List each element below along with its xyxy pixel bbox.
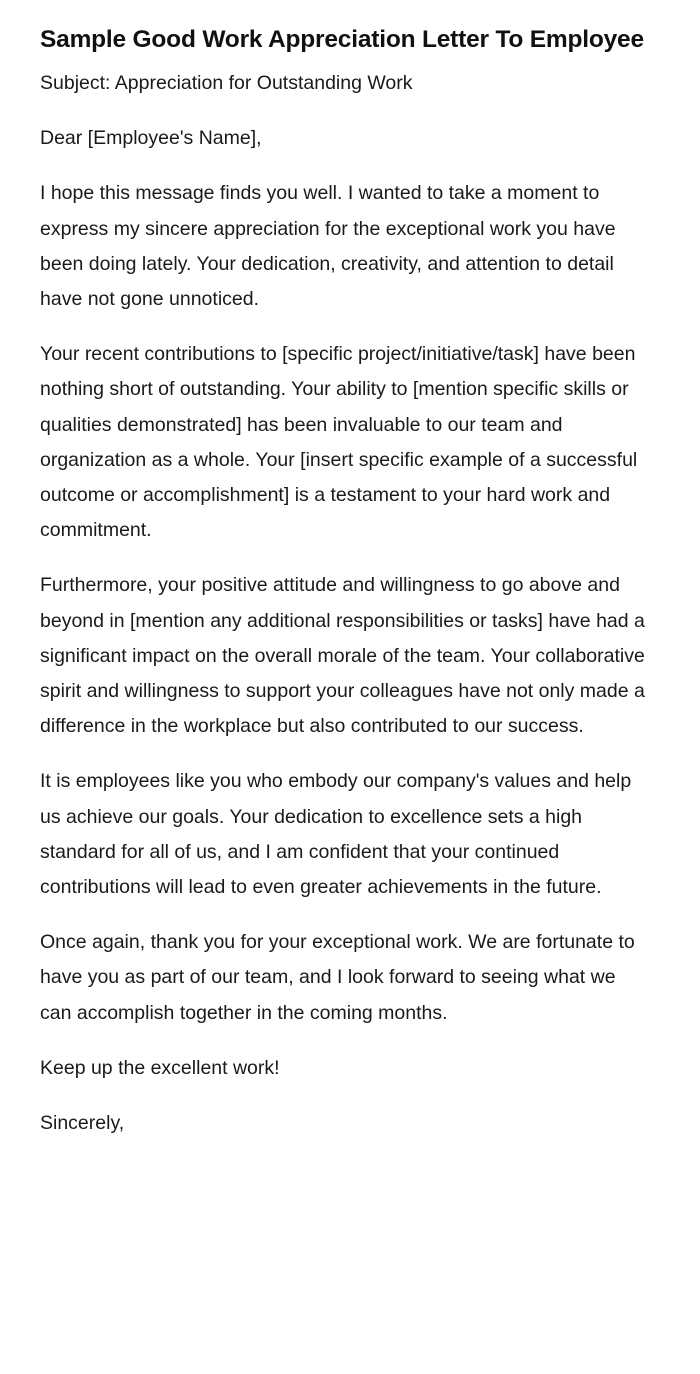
letter-closing-line: Keep up the excellent work! [40,1056,280,1079]
page-title: Sample Good Work Appreciation Letter To Employee [40,26,644,53]
letter-paragraph-4: It is employees like you who embody our company's values and help us achieve our goals. Your dedication to excellence sets a high standard for all of us, and I am confident that your continued contributions will lead to even greater achievements in the future. [40,770,632,899]
letter-paragraph-5: Once again, thank you for your exceptional work. We are fortunate to have you as part of our team, and I look forward to seeing what we can accomplish together in the coming months. [40,931,635,1024]
letter-sign-off: Sincerely, [40,1112,125,1135]
letter-paragraph-1: I hope this message finds you well. I wanted to take a moment to express my sincere appreciation for the exceptional work you have been doing lately. Your dedication, creativity, and attention to detail have not gone unnoticed. [40,182,616,311]
letter-paragraph-3: Furthermore, your positive attitude and willingness to go above and beyond in [mention any additional responsibilities or tasks] have had a significant impact on the overall morale of the team. Your collaborative spirit and willingness to support your colleagues have not only made a difference in the workplace but also contributed to our success. [40,574,645,738]
letter [40,18,645,1161]
letter-paragraph-2: Your recent contributions to [specific project/initiative/task] have been nothing short of outstanding. Your ability to [mention specific skills or qualities demonstrated] has been invaluable to our team and organization as a whole. Your [insert specific example of a successful outcome or accomplishment] is a testament to your hard work and commitment. [40,343,638,542]
letter-subject: Subject: Appreciation for Outstanding Work [40,72,413,94]
letter-salutation: Dear [Employee's Name], [40,127,262,150]
